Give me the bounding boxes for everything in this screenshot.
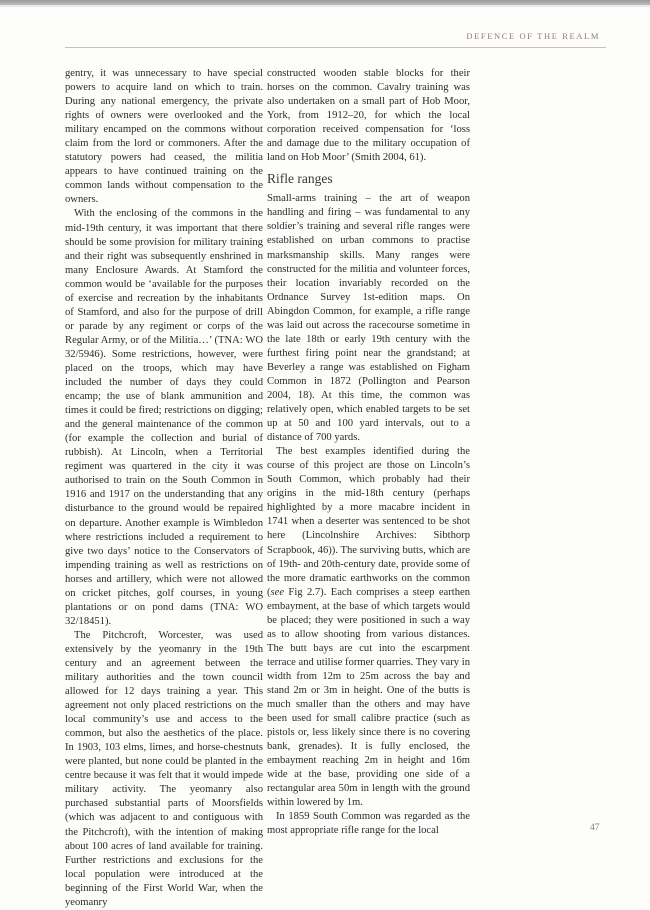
header-rule xyxy=(65,47,606,48)
top-page-band xyxy=(0,0,650,5)
paragraph: gentry, it was unnecessary to have special powers to acquire land on which to train. During any national emergency, the private rights of owners were overlooked and the military encamped on the commons without claim from the lord or commoners. After the statutory powers had ceased, the militia appears to have continued training on the common lands without compensation to the owners. xyxy=(65,68,263,206)
page-number: 47 xyxy=(590,823,600,833)
section-heading: Rifle ranges xyxy=(267,171,333,187)
paragraph xyxy=(267,445,470,810)
left-column xyxy=(65,67,263,910)
paragraph: In 1859 South Common was regarded as the most appropriate rifle range for the local xyxy=(267,811,470,837)
paragraph: With the enclosing of the commons in the mid-19th century, it was important that there should be some provision for military training and their right was subsequently enshrined in many Enclosure Awards. At Stamford the common would be ‘available for the purposes of exercise and recreation by the inhabitants of Stamford, and also for the purpose of drill or parade by any regiment or corps of the Regular Army, or of the Militia…’ (TNA: WO 32/5946). Some restrictions, however, were placed on the troops, which may have included the number of days they could encamp; the use of blank ammunition and times it could be fired; restrictions on digging; and the general maintenance of the common (for example the collection and burial of rubbish). At Lincoln, when a Territorial regiment was quartered in the city it was authorised to train on the South Common in 1916 and 1917 on the understanding that any disturbance to the ground would be repaired on departure. Another example is Wimbledon where restrictions included a requirement to give two days’ notice to the Conservators of impending training as well as restrictions on horses and artillery, which were not allowed on cricket pitches, golf courses, in young plantations or on pond dams (TNA: WO 32/18451). xyxy=(65,208,263,627)
right-column xyxy=(267,67,470,838)
see-reference: see xyxy=(270,586,285,598)
paragraph: constructed wooden stable blocks for their horses on the common. Cavalry training was also undertaken on a small part of Hob Moor, York, from 1912–20, for which the local corporation received compensation for ‘loss and damage due to the military occupation of land on Hob Moor’ (Smith 2004, 61). xyxy=(267,68,470,164)
paragraph: The Pitchcroft, Worcester, was used extensively by the yeomanry in the 19th century and an agreement between the military authorities and the town council allowed for 12 days training a year. This agreement not only placed restrictions on the local community’s use and access to the common, but also the aesthetics of the place. In 1903, 103 elms, limes, and horse-chestnuts were planted, but none could be planted in the centre because it was felt that it would impede military activity. The yeomanry also purchased substantial parts of Moorsfields (which was adjacent to and contiguous with the Pitchcroft), with the intention of making about 100 acres of land available for training. Further restrictions and exclusions for the local population were introduced at the beginning of the First World War, when the yeomanry xyxy=(65,629,263,908)
running-head: DEFENCE OF THE REALM xyxy=(466,31,600,41)
paragraph-text: The best examples identified during the course of this project are those on Lincoln’s South Common, which probably had their origins in the mid-18th century (perhaps highlighted by a more macabre incident in 1741 when a deserter was sentenced to be shot here (Lincolnshire Archives: Sibthorp Scrapbook, 46)). The surviving butts, which are of 19th- and 20th-century date, provide some of the more dramatic earthworks on the common ( xyxy=(267,446,470,598)
paragraph-text: Fig 2.7). Each comprises a steep earthen embayment, at the base of which targets would be placed; they were positioned in such a way as to allow shooting from various distances. The butt bays are cut into the escarpment terrace and utilise former quarries. They vary in width from 12m to 25m across the bay and stand 2m or 3m in height. One of the butts is much smaller than the others and may have been used for small calibre practice (such as pistols or, less likely since there is no covering bank, grenades). It is fully enclosed, the embayment reaching 2m in height and 16m wide at the base, providing one side of a rectangular area 50m in length with the ground within lowered by 1m. xyxy=(267,586,470,809)
paragraph: Small-arms training – the art of weapon handling and firing – was fundamental to any soldier’s training and several rifle ranges were established on urban commons to practise marksmanship skills. Many ranges were constructed for the militia and volunteer forces, their location invariably recorded on the Ordnance Survey 1st-edition maps. On Abingdon Common, for example, a rifle range was laid out across the racecourse sometime in the late 18th or early 19th century with the furthest firing point near the grandstand; at Beverley a range was established on Figham Common in 1872 (Pollington and Pearson 2004, 18). At this time, the common was relatively open, which enabled targets to be set up at 50 and 100 yard intervals, out to a distance of 700 yards. xyxy=(267,193,470,444)
